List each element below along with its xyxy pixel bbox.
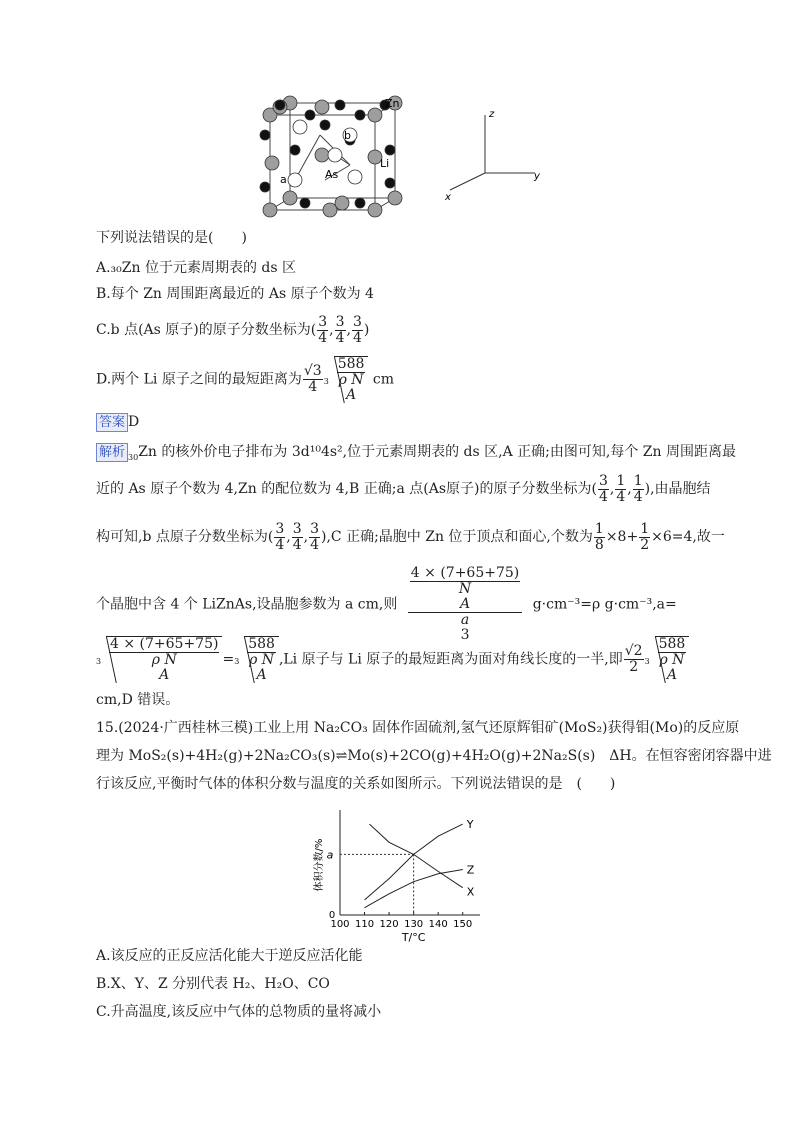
zn-atom (315, 100, 329, 114)
label-as: As (325, 168, 339, 181)
answer-tag: 答案 (96, 413, 128, 432)
axis-z: z (489, 109, 495, 120)
as-atom (328, 148, 342, 162)
zn-atom (263, 203, 277, 217)
x-axis-label: T/°C (401, 931, 426, 944)
as-atom (293, 120, 307, 134)
as-atom (348, 170, 362, 184)
li-atom (385, 145, 395, 155)
x-tick-label: 110 (354, 919, 375, 930)
y-axis-label: 体积分数/% (314, 838, 325, 892)
volume-fraction-chart (300, 800, 500, 945)
series-label-y: Y (466, 818, 474, 832)
li-atom (275, 100, 285, 110)
zn-atom (323, 203, 337, 217)
zn-atom (368, 108, 382, 122)
x-tick-label: 130 (404, 919, 424, 930)
q15-line-1: 15.(2024·广西桂林三模)工业上用 Na₂CO₃ 固体作固硫剂,氢气还原辉钼矿(MoS₂)获得钼(Mo)的反应原 (96, 720, 740, 736)
series-line-x (369, 824, 462, 888)
analysis-tag: 解析 (96, 443, 128, 462)
q14-option-c: C.b 点(As 原子)的原子分数坐标为( $\frac{3}{4}$ , $\frac{3}{4}$ , $\frac{3}{4}$ ) (96, 313, 370, 346)
q14-option-a: A.₃₀Zn 位于元素周期表的 ds 区 (96, 260, 297, 276)
q15-line-2: 理为 MoS₂(s)+4H₂(g)+2Na₂CO₃(s)⇌Mo(s)+2CO(g)+4H₂O(g)+2Na₂S(s) ΔH。在恒容密闭容器中进 (96, 748, 772, 764)
cube-root: 3 588 ρ N A (324, 356, 369, 403)
zn-atom (388, 191, 402, 205)
x-tick-label: 100 (330, 919, 350, 930)
li-atom (335, 100, 345, 110)
label-a: a (280, 173, 287, 186)
analysis-line-5: 3 4 × (7+65+75) ρ N A = 3 588 ρ N A ,Li 原子与 Li 原子的最短距离为面对角线长度的一半,即 $\frac{√2}{2}$ 3 588 ρ N A (96, 636, 689, 683)
q15-option-c: C.升高温度,该反应中气体的总物质的量将减小 (96, 1004, 382, 1020)
zn-atom (368, 203, 382, 217)
li-atom (320, 120, 330, 130)
analysis-line-1: 解析 $_{30}$Zn 的核外价电子排布为 3d¹⁰4s²,位于元素周期表的 ds 区,A 正确;由图可知,每个 Zn 周围距离最 (96, 442, 736, 468)
analysis-line-3: 构可知,b 点原子分数坐标为( $\frac{3}{4}$ , $\frac{3}{4}$ , $\frac{3}{4}$ ),C 正确;晶胞中 Zn 位于顶点和面心,个数为 $\frac{1}{8}$ ×8+ $\frac{1}{2}$ ×6=4,故一 (96, 520, 725, 553)
option-d-text: D.两个 Li 原子之间的最短距离为 (96, 371, 302, 388)
axis-x: x (445, 192, 451, 203)
zn-atom (315, 148, 329, 162)
q14-option-b: B.每个 Zn 周围距离最近的 As 原子个数为 4 (96, 286, 374, 302)
option-c-text: C.b 点(As 原子)的原子分数坐标为( (96, 322, 317, 338)
answer-line (96, 412, 139, 432)
q15-option-a: A.该反应的正反应活化能大于逆反应活化能 (96, 948, 363, 964)
analysis-line-6: cm,D 错误。 (96, 692, 180, 708)
frac-3-4: $\frac{3}{4}$ (318, 313, 328, 346)
crystal-cell-figure (250, 95, 570, 220)
series-label-z: Z (466, 863, 475, 877)
li-atom (290, 145, 300, 155)
axis-y: y (534, 171, 540, 182)
li-atom (260, 182, 270, 192)
analysis-line-2: 近的 As 原子个数为 4,Zn 的配位数为 4,B 正确;a 点(As原子)的原子分数坐标为( $\frac{3}{4}$ , $\frac{1}{4}$ , $\frac{1}{4}$ ),由晶胞结 (96, 472, 711, 505)
series-label-x: X (466, 885, 475, 899)
q14-stem: 下列说法错误的是( ) (96, 230, 247, 246)
li-atom (355, 110, 365, 120)
density-fraction: 4 × (7+65+75) N A a 3 (408, 566, 522, 643)
label-li: Li (380, 157, 390, 170)
li-atom (355, 198, 365, 208)
analysis-line-4: 个晶胞中含 4 个 LiZnAs,设晶胞参数为 a cm,则 4 × (7+65+75) N A a 3 g·cm⁻³=ρ g·cm⁻³,a= (96, 565, 677, 643)
frac-3-4: $\frac{3}{4}$ (352, 313, 362, 346)
y-tick-label-a: a (326, 848, 334, 862)
zn-atom (335, 196, 349, 210)
label-b: b (344, 129, 351, 142)
x-tick-label: 120 (379, 919, 399, 930)
li-atom (305, 110, 315, 120)
y-tick-label-0: 0 (328, 910, 336, 921)
frac-3-4: $\frac{3}{4}$ (335, 313, 345, 346)
series-line-y (365, 824, 463, 900)
q14-option-d: D.两个 Li 原子之间的最短距离为 $\frac{√3}{4}$ 3 588 ρ N A cm (96, 356, 394, 403)
coordinate-axes (450, 115, 535, 190)
li-atom (300, 198, 310, 208)
frac-sqrt3-4: $\frac{√3}{4}$ (303, 363, 322, 395)
li-atom (260, 130, 270, 140)
label-zn: Zn (385, 97, 400, 110)
answer-value: D (128, 414, 140, 430)
q15-line-3: 行该反应,平衡时气体的体积分数与温度的关系如图所示。下列说法错误的是 ( ) (96, 776, 616, 792)
q15-option-b: B.X、Y、Z 分别代表 H₂、H₂O、CO (96, 976, 330, 992)
as-atom (288, 173, 302, 187)
zn-atom (283, 191, 297, 205)
zn-atom (265, 156, 279, 170)
x-tick-label: 140 (428, 919, 448, 930)
x-tick-label: 150 (453, 919, 473, 930)
li-atom (385, 178, 395, 188)
